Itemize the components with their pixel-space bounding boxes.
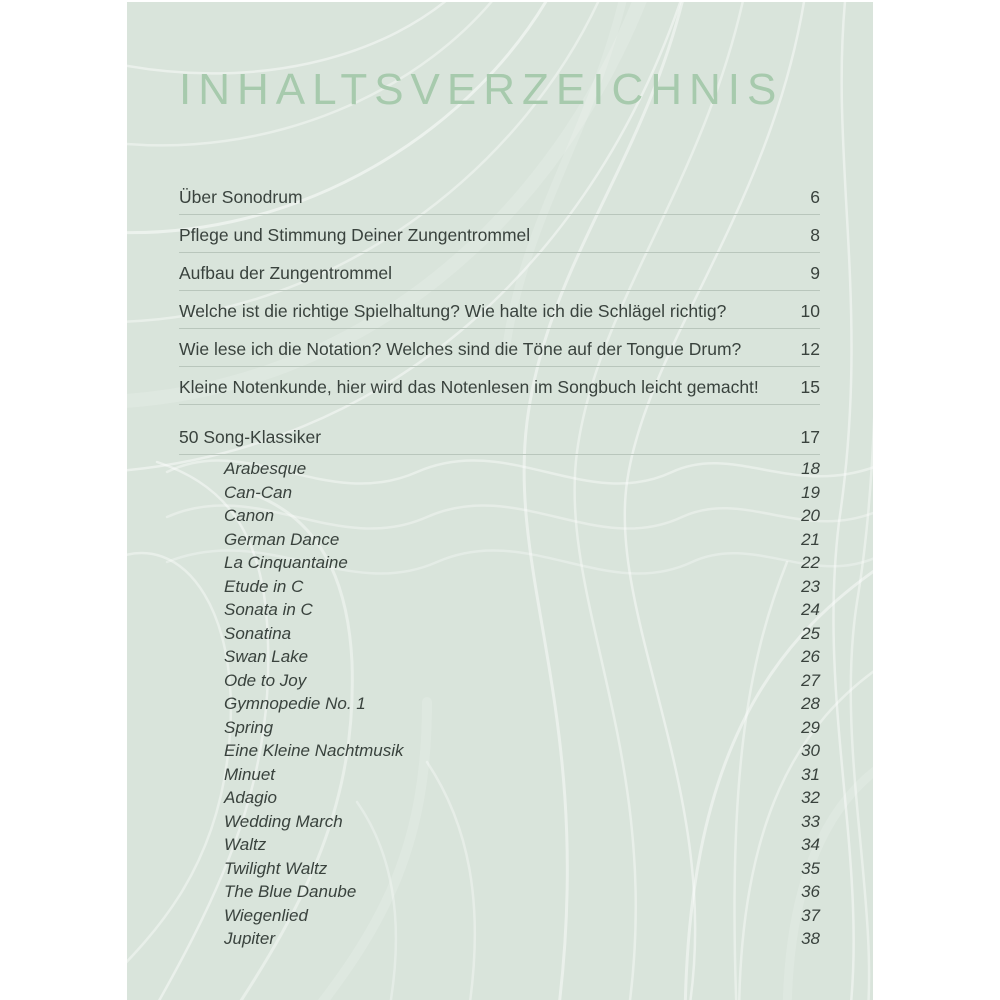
toc-song-page-number: 37 [801, 905, 820, 925]
toc-song-entry [179, 927, 820, 951]
toc-entry-label: Wie lese ich die Notation? Welches sind die Töne auf der Tongue Drum? [179, 339, 742, 359]
toc-song-page-number: 27 [801, 670, 820, 690]
toc-song-label: Twilight Waltz [224, 858, 328, 878]
toc-song-page-number: 24 [801, 600, 820, 619]
toc-entry-label: Pflege und Stimmung Deiner Zungentrommel [179, 225, 531, 245]
toc-song-page-number: 28 [801, 694, 820, 713]
toc-song-entry [179, 504, 820, 528]
toc-song-label: La Cinquantaine [224, 553, 348, 572]
toc-song-label: Gymnopedie No. 1 [224, 694, 366, 713]
toc-song-entry [179, 575, 820, 599]
toc-song-entry [179, 786, 820, 810]
page-title: INHALTSVERZEICHNIS [179, 66, 784, 114]
toc-song-label: German Dance [224, 529, 340, 549]
toc-song-entry [179, 669, 820, 693]
toc-songs-header-page-number: 17 [800, 427, 820, 447]
toc-entry-page-number: 6 [810, 187, 820, 207]
toc-song-entry [179, 857, 820, 881]
toc-song-entry [179, 810, 820, 834]
toc-song-label: Etude in C [224, 576, 304, 596]
toc-entry-page-number: 9 [810, 263, 820, 283]
toc-entry-page-number: 15 [800, 377, 820, 397]
toc-song-entry [179, 880, 820, 904]
toc-song-label: Jupiter [224, 929, 276, 948]
toc-entry [179, 177, 820, 215]
toc-song-page-number: 26 [801, 647, 820, 666]
toc-song-page-number: 19 [801, 482, 820, 502]
toc-song-entry [179, 904, 820, 928]
toc-song-page-number: 35 [801, 858, 820, 878]
toc-entry [179, 329, 820, 367]
toc-song-entry [179, 692, 820, 716]
toc-songs-header-label: 50 Song-Klassiker [179, 427, 322, 447]
toc-song-label: Minuet [224, 764, 276, 784]
toc-songs-header [179, 417, 820, 455]
toc-song-entry [179, 622, 820, 646]
toc-song-label: Spring [224, 717, 274, 737]
toc-song-entry [179, 645, 820, 669]
toc-song-page-number: 36 [801, 882, 820, 901]
toc-song-entry [179, 833, 820, 857]
toc-song-page-number: 29 [801, 717, 820, 737]
toc-song-label: Ode to Joy [224, 670, 307, 690]
toc-song-entry [179, 716, 820, 740]
toc-song-label: Sonatina [224, 623, 292, 643]
toc-page [127, 2, 873, 1000]
toc-entry [179, 253, 820, 291]
toc-song-page-number: 22 [801, 553, 820, 572]
toc-song-label: Waltz [224, 835, 267, 854]
toc-song-entry [179, 481, 820, 505]
toc-song-entry [179, 457, 820, 481]
toc-song-label: Adagio [224, 788, 277, 807]
toc-song-page-number: 31 [801, 764, 820, 784]
toc-song-page-number: 25 [801, 623, 820, 643]
toc-song-entry [179, 763, 820, 787]
toc-entry-label: Aufbau der Zungentrommel [179, 263, 393, 283]
toc-song-page-number: 32 [801, 788, 820, 807]
toc-song-label: Eine Kleine Nachtmusik [224, 741, 404, 760]
toc-entry [179, 215, 820, 253]
toc-song-page-number: 21 [801, 529, 820, 549]
toc-entry-label: Über Sonodrum [179, 187, 303, 207]
toc-song-label: Swan Lake [224, 647, 309, 666]
toc-song-page-number: 23 [801, 576, 820, 596]
toc-entry [179, 367, 820, 405]
toc-song-page-number: 34 [801, 835, 820, 854]
toc-song-label: Can-Can [224, 482, 293, 502]
toc-entry-label: Kleine Notenkunde, hier wird das Notenlesen im Songbuch leicht gemacht! [179, 377, 759, 397]
toc-content [127, 66, 873, 951]
toc-song-entry [179, 598, 820, 622]
toc-entry-page-number: 10 [800, 301, 820, 321]
toc-song-label: Wedding March [224, 811, 343, 831]
toc-song-page-number: 33 [801, 811, 820, 831]
toc-song-label: Canon [224, 506, 275, 525]
toc-song-entry [179, 528, 820, 552]
toc-section-list [179, 177, 820, 405]
toc-entry-label: Welche ist die richtige Spielhaltung? Wie halte ich die Schlägel richtig? [179, 301, 727, 321]
toc-song-entry [179, 739, 820, 763]
toc-entry-page-number: 8 [810, 225, 820, 245]
toc-song-label: Sonata in C [224, 600, 313, 619]
toc-entry-page-number: 12 [800, 339, 820, 359]
toc-song-label: Arabesque [224, 459, 307, 478]
toc-song-page-number: 18 [801, 459, 820, 478]
toc-song-entry [179, 551, 820, 575]
toc-song-list [179, 457, 820, 951]
toc-entry [179, 291, 820, 329]
toc-song-page-number: 38 [801, 929, 820, 948]
toc-song-page-number: 30 [801, 741, 820, 760]
toc-song-label: The Blue Danube [224, 882, 357, 901]
toc-song-page-number: 20 [801, 506, 820, 525]
toc-song-label: Wiegenlied [224, 905, 308, 925]
